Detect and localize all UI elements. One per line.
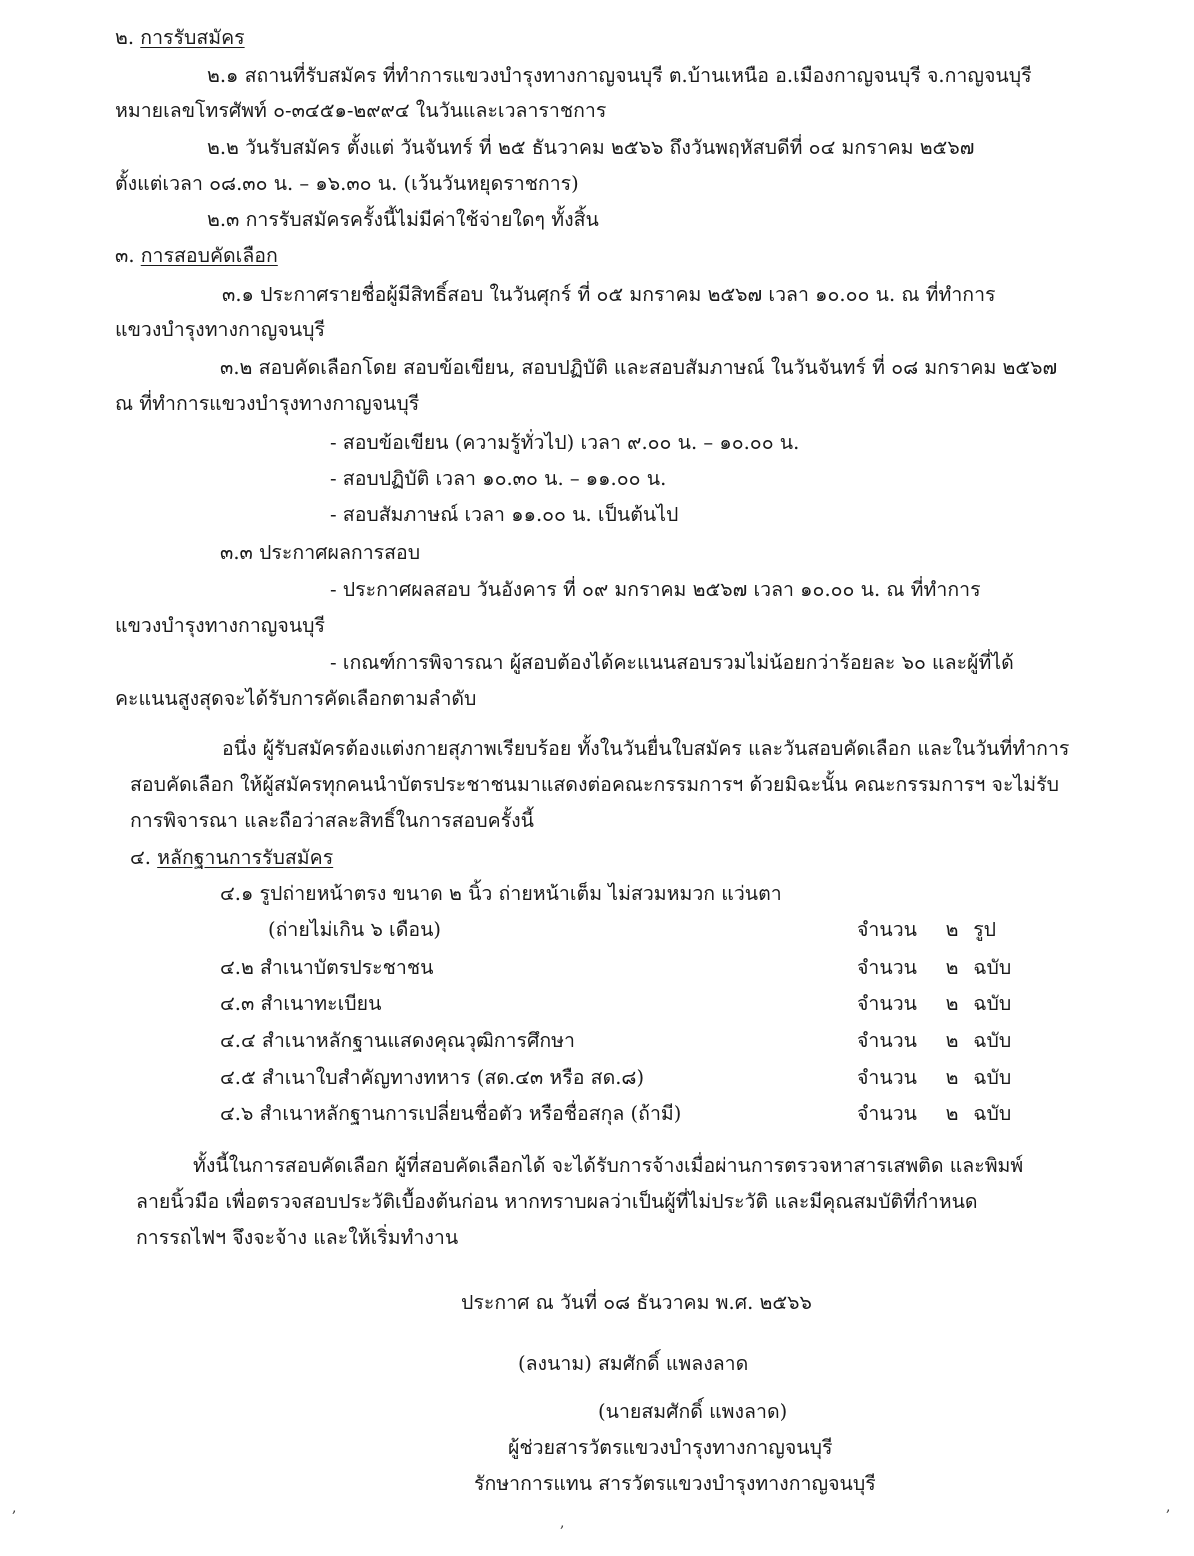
item-4-1-line1: ๔.๑ รูปถ่ายหน้าตรง ขนาด ๒ นิ้ว ถ่ายหน้าเต็ม ไม่สวมหมวก แว่นตา (220, 882, 782, 905)
item-3-1-line2: แขวงบำรุงทางกาญจนบุรี (115, 318, 325, 341)
signature-line: (ลงนาม) สมศักดิ์ แพลงลาด (518, 1352, 749, 1375)
closing-line1: ทั้งนี้ในการสอบคัดเลือก ผู้ที่สอบคัดเลือกได้ จะได้รับการจ้างเมื่อผ่านการตรวจหาสารเสพติด และพิมพ์ (193, 1154, 1024, 1177)
quantity-number: ๒ (945, 956, 959, 979)
quantity-number: ๒ (945, 1066, 959, 1089)
quantity-label: จำนวน (857, 1066, 917, 1089)
item-3-2-line2: ณ ที่ทำการแขวงบำรุงทางกาญจนบุรี (115, 392, 420, 415)
doc-item-text: ๔.๕ สำเนาใบสำคัญทางทหาร (สด.๔๓ หรือ สด.๘) (220, 1066, 645, 1089)
doc-item-quantity (857, 1029, 1011, 1053)
item-3-2-line1: ๓.๒ สอบคัดเลือกโดย สอบข้อเขียน, สอบปฏิบัติ และสอบสัมภาษณ์ ในวันจันทร์ ที่ ๐๘ มกราคม ๒๕๖๗ (220, 356, 1058, 379)
quantity-number: ๒ (945, 992, 959, 1015)
quantity-number: ๒ (945, 1102, 959, 1125)
doc-item-quantity (857, 918, 996, 942)
criteria-line2: คะแนนสูงสุดจะได้รับการคัดเลือกตามลำดับ (115, 687, 477, 710)
quantity-unit: ฉบับ (973, 1066, 1012, 1089)
section-3-number: ๓. (115, 244, 135, 267)
item-2-1-line2: หมายเลขโทรศัพท์ ๐-๓๔๕๑-๒๙๙๔ ในวันและเวลาราชการ (115, 99, 607, 122)
note-line3: การพิจารณา และถือว่าสละสิทธิ์ในการสอบครั้งนี้ (130, 809, 535, 832)
item-3-3: ๓.๓ ประกาศผลการสอบ (220, 541, 421, 564)
doc-item-quantity (857, 956, 1011, 980)
result-line1: - ประกาศผลสอบ วันอังคาร ที่ ๐๙ มกราคม ๒๕๖๗ เวลา ๑๐.๐๐ น. ณ ที่ทำการ (330, 578, 981, 601)
exam-practical: - สอบปฏิบัติ เวลา ๑๐.๓๐ น. – ๑๑.๐๐ น. (330, 467, 667, 490)
criteria-line1: - เกณฑ์การพิจารณา ผู้สอบต้องได้คะแนนสอบรวมไม่น้อยกว่าร้อยละ ๖๐ และผู้ที่ได้ (330, 651, 1014, 674)
note-line2: สอบคัดเลือก ให้ผู้สมัครทุกคนนำบัตรประชาชนมาแสดงต่อคณะกรรมการฯ ด้วยมิฉะนั้น คณะกรรมการฯ จะไม่รับ (130, 773, 1059, 796)
quantity-number: ๒ (945, 1029, 959, 1052)
quantity-label: จำนวน (857, 1102, 917, 1125)
exam-written: - สอบข้อเขียน (ความรู้ทั่วไป) เวลา ๙.๐๐ น. – ๑๐.๐๐ น. (330, 431, 800, 454)
scan-speck: , (1166, 1499, 1171, 1515)
closing-line3: การรถไฟฯ จึงจะจ้าง และให้เริ่มทำงาน (136, 1226, 459, 1249)
quantity-label: จำนวน (857, 1029, 917, 1052)
exam-interview: - สอบสัมภาษณ์ เวลา ๑๑.๐๐ น. เป็นต้นไป (330, 503, 679, 526)
item-3-1-line1: ๓.๑ ประกาศรายชื่อผู้มีสิทธิ์สอบ ในวันศุกร์ ที่ ๐๕ มกราคม ๒๕๖๗ เวลา ๑๐.๐๐ น. ณ ที่ทำการ (222, 283, 996, 306)
doc-item-text: ๔.๔ สำเนาหลักฐานแสดงคุณวุฒิการศึกษา (220, 1029, 575, 1052)
quantity-unit: ฉบับ (973, 1102, 1012, 1125)
doc-item-quantity (857, 1102, 1011, 1126)
section-4-heading (130, 846, 333, 870)
quantity-unit: ฉบับ (973, 992, 1012, 1015)
section-2-title: การรับสมัคร (140, 26, 245, 49)
quantity-number: ๒ (945, 918, 959, 941)
section-4-number: ๔. (130, 846, 151, 869)
quantity-unit: ฉบับ (973, 956, 1012, 979)
quantity-label: จำนวน (857, 956, 917, 979)
signer-acting-position: รักษาการแทน สารวัตรแขวงบำรุงทางกาญจนบุรี (474, 1472, 876, 1495)
scan-speck: , (12, 1500, 17, 1516)
quantity-label: จำนวน (857, 992, 917, 1015)
section-2-heading (115, 26, 245, 50)
doc-item-text: (ถ่ายไม่เกิน ๖ เดือน) (268, 918, 442, 941)
section-3-title: การสอบคัดเลือก (140, 244, 278, 267)
doc-item-text: ๔.๖ สำเนาหลักฐานการเปลี่ยนชื่อตัว หรือชื่อสกุล (ถ้ามี) (220, 1102, 682, 1125)
note-line1: อนึ่ง ผู้รับสมัครต้องแต่งกายสุภาพเรียบร้อย ทั้งในวันยื่นใบสมัคร และวันสอบคัดเลือก และในวันที่ทำการ (222, 737, 1070, 760)
signer-name: (นายสมศักดิ์ แพงลาด) (598, 1400, 788, 1423)
item-2-3: ๒.๓ การรับสมัครครั้งนี้ไม่มีค่าใช้จ่ายใดๆ ทั้งสิ้น (207, 208, 599, 231)
doc-item-text: ๔.๓ สำเนาทะเบียน (220, 992, 382, 1015)
item-2-1-line1: ๒.๑ สถานที่รับสมัคร ที่ทำการแขวงบำรุงทางกาญจนบุรี ต.บ้านเหนือ อ.เมืองกาญจนบุรี จ.กาญจนบุรี (207, 64, 1032, 87)
quantity-unit: รูป (973, 918, 997, 941)
result-line2: แขวงบำรุงทางกาญจนบุรี (115, 614, 325, 637)
item-2-2-line1: ๒.๒ วันรับสมัคร ตั้งแต่ วันจันทร์ ที่ ๒๕ ธันวาคม ๒๕๖๖ ถึงวันพฤหัสบดีที่ ๐๔ มกราคม ๒๕๖๗ (207, 136, 975, 159)
item-2-2-line2: ตั้งแต่เวลา ๐๘.๓๐ น. – ๑๖.๓๐ น. (เว้นวันหยุดราชการ) (115, 172, 579, 195)
announce-date: ประกาศ ณ วันที่ ๐๘ ธันวาคม พ.ศ. ๒๕๖๖ (461, 1291, 812, 1314)
section-4-title: หลักฐานการรับสมัคร (157, 846, 334, 869)
quantity-label: จำนวน (857, 918, 917, 941)
quantity-unit: ฉบับ (973, 1029, 1012, 1052)
section-2-number: ๒. (115, 26, 135, 49)
doc-item-text: ๔.๒ สำเนาบัตรประชาชน (220, 956, 434, 979)
section-3-heading (115, 244, 278, 268)
doc-item-quantity (857, 992, 1011, 1016)
closing-line2: ลายนิ้วมือ เพื่อตรวจสอบประวัติเบื้องต้นก่อน หากทราบผลว่าเป็นผู้ที่ไม่ประวัติ และมีคุณสมบัติที่กำหนด (136, 1190, 978, 1213)
scan-speck: , (560, 1515, 565, 1531)
doc-item-quantity (857, 1066, 1011, 1090)
signer-position: ผู้ช่วยสารวัตรแขวงบำรุงทางกาญจนบุรี (508, 1436, 833, 1459)
